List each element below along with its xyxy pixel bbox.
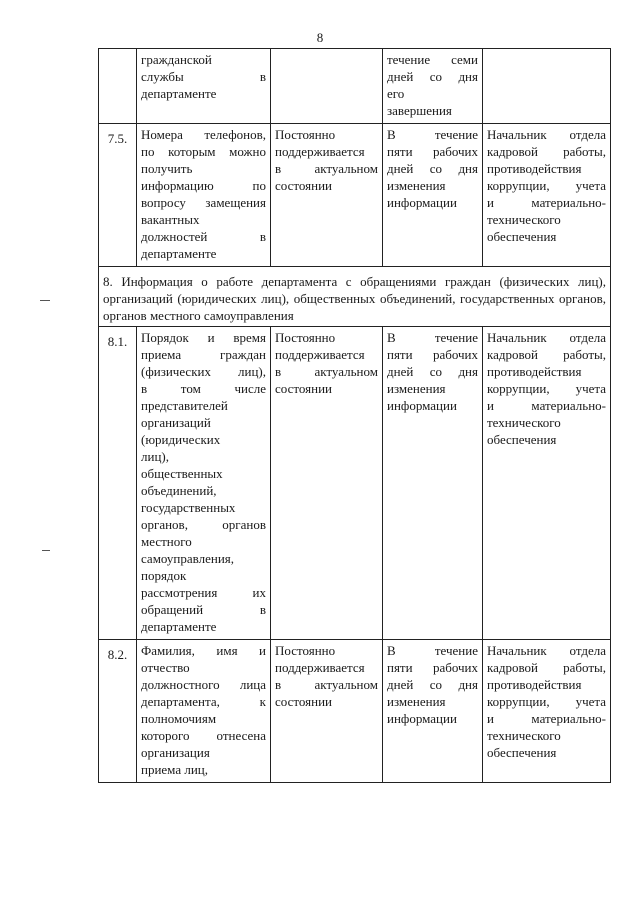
text-line: В течение xyxy=(387,127,478,142)
text-line: отчество xyxy=(141,660,190,675)
text-line: состоянии xyxy=(275,381,332,396)
frequency-cell xyxy=(271,327,383,640)
description-cell xyxy=(137,327,271,640)
text-line: департамента, к xyxy=(141,694,266,709)
text-line: поддерживается xyxy=(275,347,365,362)
text-line: Постоянно xyxy=(275,127,336,142)
text-line: пяти рабочих xyxy=(387,660,478,675)
deadline-cell xyxy=(383,327,483,640)
text-line: в актуальном xyxy=(275,364,378,379)
text-line: представителей xyxy=(141,398,228,413)
text-line: вакантных xyxy=(141,212,200,227)
text-line: изменения xyxy=(387,694,446,709)
page-number: 8 xyxy=(316,30,324,45)
text-line: завершения xyxy=(387,103,452,118)
section-row xyxy=(99,267,611,327)
text-line: местного xyxy=(141,534,192,549)
text-line: технического xyxy=(487,212,561,227)
text-line: В течение xyxy=(387,330,478,345)
responsible-cell xyxy=(483,327,611,640)
description-cell xyxy=(137,49,271,124)
text-line: Начальник отдела xyxy=(487,643,606,658)
text-line: информации xyxy=(387,711,457,726)
text-line: В течение xyxy=(387,643,478,658)
text-line: самоуправления, xyxy=(141,551,235,566)
item-number: 8.1. xyxy=(99,327,137,640)
text-line: должностного лица xyxy=(141,677,266,692)
text-line: и материально- xyxy=(487,711,606,726)
text-line: кадровой работы, xyxy=(487,347,606,362)
text-line: Фамилия, имя и xyxy=(141,643,266,658)
text-line: противодействия xyxy=(487,161,582,176)
responsible-cell xyxy=(483,124,611,267)
text-line: противодействия xyxy=(487,364,582,379)
text-line: состоянии xyxy=(275,178,332,193)
text-line: Номера телефонов, xyxy=(141,127,266,142)
table-row xyxy=(99,49,611,124)
text-line: приема лиц, xyxy=(141,762,208,777)
text-line: состоянии xyxy=(275,694,332,709)
text-line: в актуальном xyxy=(275,677,378,692)
information-table xyxy=(98,48,611,783)
text-line: коррупции, учета xyxy=(487,381,606,396)
text-line: поддерживается xyxy=(275,660,365,675)
frequency-cell xyxy=(271,640,383,783)
text-line: его xyxy=(387,86,405,101)
text-line: коррупции, учета xyxy=(487,694,606,709)
responsible-cell xyxy=(483,640,611,783)
text-line: рассмотрения их xyxy=(141,585,266,600)
text-line: государственных xyxy=(141,500,236,515)
section-heading: 8. Информация о работе департамента с обращениями граждан (физических лиц), организаций (юридических лиц), общественных объединений, государственных органов, органов местного самоуправления xyxy=(99,267,611,327)
text-line: полномочиям xyxy=(141,711,217,726)
text-line: кадровой работы, xyxy=(487,660,606,675)
text-line: Постоянно xyxy=(275,643,336,658)
text-line: департаменте xyxy=(141,86,217,101)
text-line: объединений, xyxy=(141,483,217,498)
item-number xyxy=(99,49,137,124)
text-line: Начальник отдела xyxy=(487,127,606,142)
text-line: организация xyxy=(141,745,210,760)
text-line: в актуальном xyxy=(275,161,378,176)
text-line: по которым можно xyxy=(141,144,266,159)
text-line: изменения xyxy=(387,178,446,193)
text-line: обеспечения xyxy=(487,432,557,447)
text-line: органов, органов xyxy=(141,517,266,532)
text-line: пяти рабочих xyxy=(387,144,478,159)
text-line: обеспечения xyxy=(487,745,557,760)
text-line: (юридических xyxy=(141,432,221,447)
text-line: службы в xyxy=(141,69,266,84)
item-number: 7.5. xyxy=(99,124,137,267)
text-line: Порядок и время xyxy=(141,330,266,345)
text-line: изменения xyxy=(387,381,446,396)
text-line: вопросу замещения xyxy=(141,195,266,210)
text-line: и материально- xyxy=(487,398,606,413)
text-line: кадровой работы, xyxy=(487,144,606,159)
deadline-cell xyxy=(383,124,483,267)
text-line: (физических лиц), xyxy=(141,364,266,379)
text-line: течение семи xyxy=(387,52,478,67)
text-line: гражданской xyxy=(141,52,212,67)
table-row xyxy=(99,640,611,783)
text-line: поддерживается xyxy=(275,144,365,159)
deadline-cell xyxy=(383,49,483,124)
text-line: технического xyxy=(487,728,561,743)
text-line: коррупции, учета xyxy=(487,178,606,193)
margin-mark xyxy=(40,300,50,301)
text-line: пяти рабочих xyxy=(387,347,478,362)
text-line: которого отнесена xyxy=(141,728,266,743)
text-line: в том числе xyxy=(141,381,266,396)
table-row xyxy=(99,327,611,640)
text-line: информацию по xyxy=(141,178,266,193)
text-line: дней со дня xyxy=(387,677,478,692)
text-line: организаций xyxy=(141,415,211,430)
text-line: получить xyxy=(141,161,193,176)
frequency-cell xyxy=(271,49,383,124)
text-line: департаменте xyxy=(141,619,217,634)
text-line: дней со дня xyxy=(387,364,478,379)
description-cell xyxy=(137,640,271,783)
text-line: информации xyxy=(387,195,457,210)
text-line: Начальник отдела xyxy=(487,330,606,345)
text-line: обращений в xyxy=(141,602,266,617)
text-line: дней со дня xyxy=(387,69,478,84)
item-number: 8.2. xyxy=(99,640,137,783)
text-line: дней со дня xyxy=(387,161,478,176)
text-line: общественных xyxy=(141,466,223,481)
frequency-cell xyxy=(271,124,383,267)
table-row xyxy=(99,124,611,267)
description-cell xyxy=(137,124,271,267)
text-line: информации xyxy=(387,398,457,413)
text-line: лиц), xyxy=(141,449,169,464)
text-line: и материально- xyxy=(487,195,606,210)
text-line: Постоянно xyxy=(275,330,336,345)
deadline-cell xyxy=(383,640,483,783)
text-line: департаменте xyxy=(141,246,217,261)
responsible-cell xyxy=(483,49,611,124)
text-line: противодействия xyxy=(487,677,582,692)
text-line: обеспечения xyxy=(487,229,557,244)
text-line: приема граждан xyxy=(141,347,266,362)
text-line: должностей в xyxy=(141,229,266,244)
text-line: порядок xyxy=(141,568,187,583)
text-line: технического xyxy=(487,415,561,430)
margin-mark xyxy=(42,550,50,551)
